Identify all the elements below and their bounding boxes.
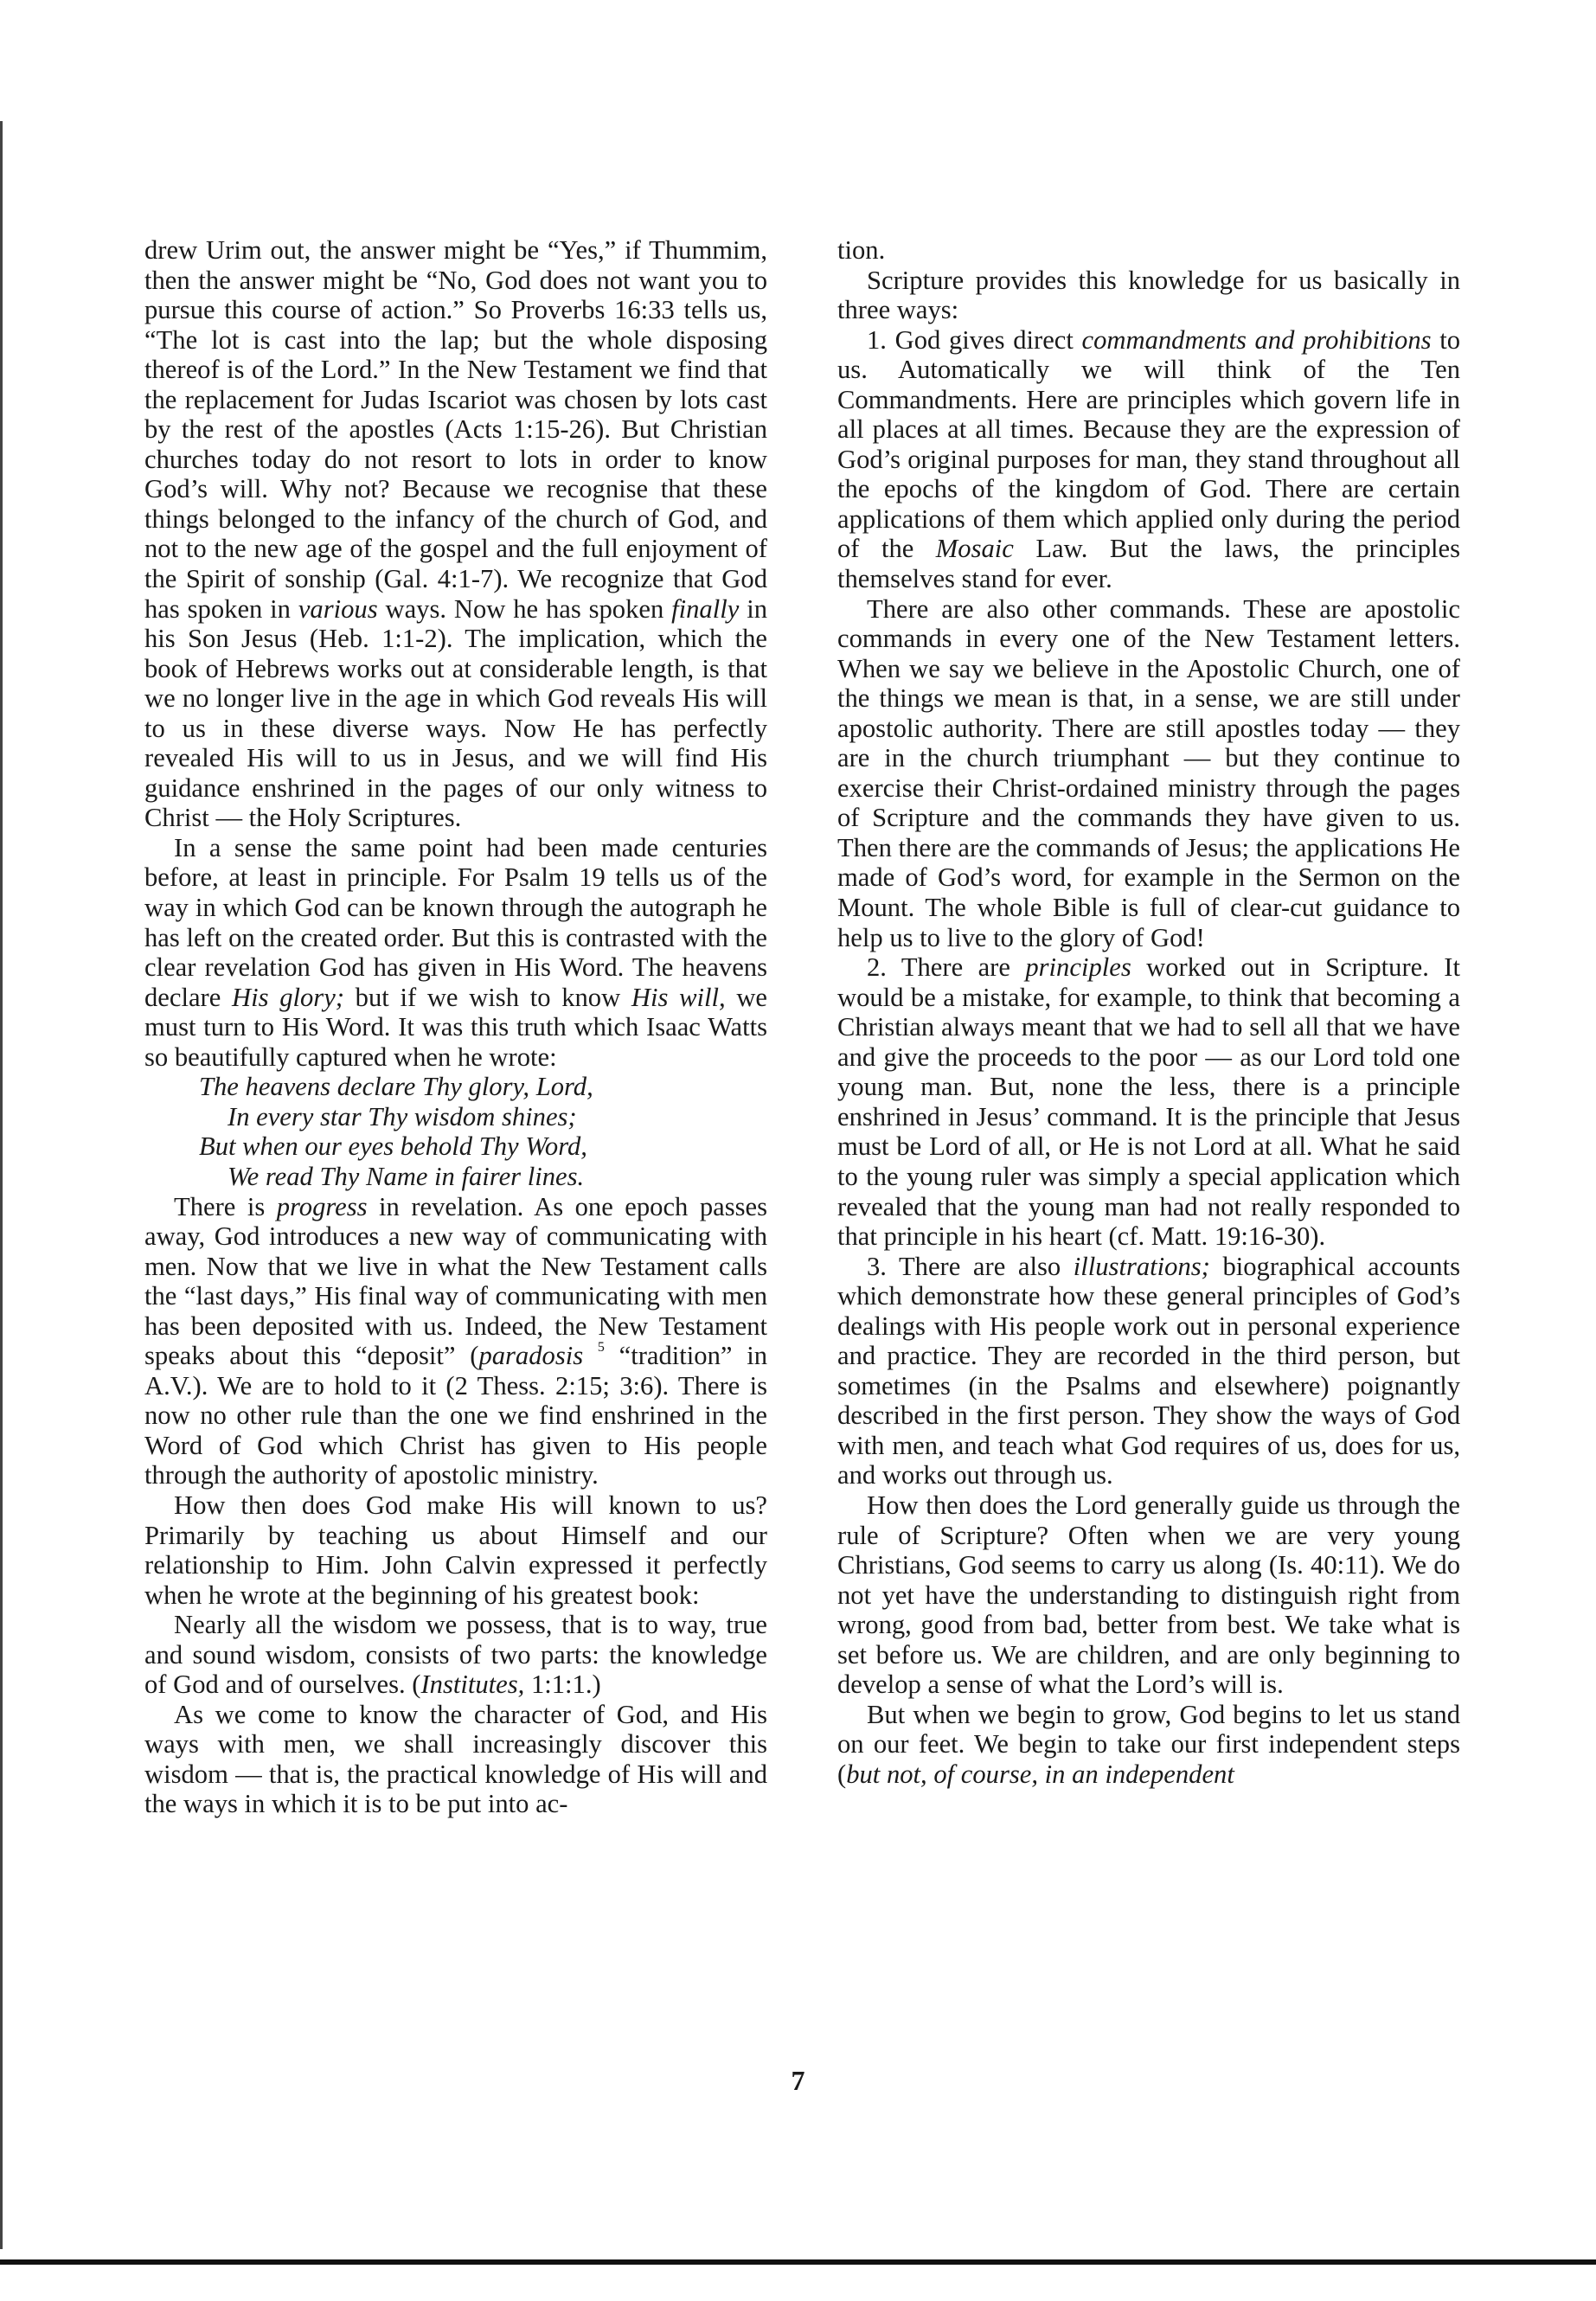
italic-text: finally <box>671 593 740 624</box>
paragraph: How then does God make His will known to us? Primarily by teaching us about Himself and our relationship to Him. John Calvin expressed it perfectly when he wrote at the beginning of his greatest book: <box>144 1490 767 1610</box>
italic-text: commandments and prohibitions <box>1081 324 1432 355</box>
page-number: 7 <box>791 2065 805 2096</box>
paragraph <box>144 1192 767 1490</box>
text-run: 3. There are also <box>867 1251 1074 1281</box>
paragraph: As we come to know the character of God, and His ways with men, we shall increasingly discover this wisdom — that is, the practical knowledge of His will and the ways in which it is to be put into ac- <box>144 1699 767 1819</box>
italic-text: His glory; <box>232 982 344 1012</box>
poem-quote <box>144 1072 767 1191</box>
poem-line: The heavens declare Thy glory, Lord, <box>199 1072 593 1102</box>
italic-text: paradosis <box>478 1341 584 1371</box>
paragraph <box>144 235 767 833</box>
text-run: we must turn to His Word. It was this truth which Isaac Watts so beautifully captured when he wrote: <box>144 982 767 1072</box>
italic-text: but not, of course, in an independent <box>846 1759 1234 1789</box>
text-run: to us. Automatically we will think of the Ten Commandments. Here are principles which govern life in all places at all times. Because they are the expression of God’s original purposes for man, they stand throughout all the epochs of the kingdom of God. There are certain applications of them which applied only during the period of the <box>837 324 1460 564</box>
text-run: “tradition” in A.V.). We are to hold to it (2 Thess. 2:15; 3:6). There is now no other rule than the one we find enshrined in the Word of God which Christ has given to His people through the authority of apostolic ministry. <box>144 1341 767 1490</box>
italic-text: illustrations; <box>1073 1251 1210 1281</box>
text-run: biographical accounts which demonstrate how these general principles of God’s dealings with His people work out in personal experience and practice. They are recorded in the third person, but sometimes (in the Psalms and elsewhere) poignantly described in the first person. They show the ways of God with men, and teach what God requires of us, does for us, and works out through us. <box>837 1251 1460 1490</box>
paragraph: How then does the Lord generally guide us through the rule of Scripture? Often when we are very young Christians, God seems to carry us along (Is. 40:11). We do not yet have the understanding to distinguish right from wrong, good from bad, better from best. We take what is set before us. We are children, and are only beginning to develop a sense of what the Lord’s will is. <box>837 1490 1460 1700</box>
paragraph: Scripture provides this knowledge for us basically in three ways: <box>837 265 1460 325</box>
scan-margin <box>0 0 1596 121</box>
text-run: 1. God gives direct <box>867 324 1082 355</box>
block-quote <box>144 1610 767 1700</box>
text-run: But when we begin to grow, God begins to let us stand on our feet. We begin to take our first independent steps ( <box>837 1699 1460 1789</box>
text-run: In a sense the same point had been made centuries before, at least in principle. For Psalm 19 tells us of the way in which God can be known through the autograph he has left on the created order. But this is contrasted with the clear revelation God has given in His Word. The heavens declare <box>144 832 767 1012</box>
poem-line: But when our eyes behold Thy Word, <box>199 1131 587 1162</box>
italic-text: His will, <box>631 982 726 1012</box>
text-run: but if we wish to know <box>343 982 631 1012</box>
text-run: in his Son Jesus (Heb. 1:1-2). The implication, which the book of Hebrews works out at considerable length, is that we no longer live in the age in which God reveals His will to us in these diverse ways. Now He has perfectly revealed His will to us in Jesus, and we will find His guidance enshrined in the pages of our only witness to Christ — the Holy Scriptures. <box>144 593 767 833</box>
italic-text: Institutes, <box>420 1670 525 1700</box>
italic-text: progress <box>276 1191 368 1221</box>
text-run: 2. There are <box>867 952 1026 983</box>
text-run: ways. Now he has spoken <box>377 593 672 624</box>
text-run: in revelation. As one epoch passes away, God introduces a new way of communicating with men. Now that we live in what the New Testament calls the “last days,” His final way of communicating with men has been deposited with us. Indeed, the New Testament speaks about this “deposit” ( <box>144 1191 767 1371</box>
paragraph: tion. <box>837 235 886 265</box>
scan-edge-line <box>0 121 3 2249</box>
poem-line: In every star Thy wisdom shines; <box>228 1101 577 1131</box>
footnote-marker: 5 <box>597 1340 605 1356</box>
paragraph <box>144 833 767 1072</box>
poem-line: We read Thy Name in fairer lines. <box>228 1161 585 1191</box>
scan-bottom-edge <box>0 2259 1596 2265</box>
paragraph <box>837 1252 1460 1490</box>
italic-text: various <box>298 593 378 624</box>
text-run: Nearly all the wisdom we possess, that is to way, true and sound wisdom, consists of two parts: the knowledge of God and of ourselves. ( <box>144 1610 767 1700</box>
text-run: worked out in Scripture. It would be a mistake, for example, to think that becoming a Christian always meant that we had to sell all that we have and give the proceeds to the poor — as our Lord told one young man. But, none the less, there is a principle enshrined in Jesus’ command. It is the principle that Jesus must be Lord of all, or He is not Lord at all. What he said to the young ruler was simply a special application which revealed that the young man had not really responded to that principle in his heart (cf. Matt. 19:16-30). <box>837 952 1460 1252</box>
paragraph <box>837 1700 1460 1790</box>
left-column <box>144 235 767 1819</box>
italic-text: Mosaic <box>935 534 1014 564</box>
text-run: Law. But the laws, the principles themselves stand for ever. <box>837 534 1460 594</box>
text-run: drew Urim out, the answer might be “Yes,” if Thummim, then the answer might be “No, God does not want you to pursue this course of action.” So Proverbs 16:33 tells us, “The lot is cast into the lap; but the whole disposing thereof is of the Lord.” In the New Testament we find that the replacement for Judas Iscariot was chosen by lots cast by the rest of the apostles (Acts 1:15-26). But Christian churches today do not resort to lots in order to know God’s will. Why not? Because we recognise that these things belonged to the infancy of the church of God, and not to the new age of the gospel and the full enjoyment of the Spirit of sonship (Gal. 4:1-7). We recognize that God has spoken in <box>144 235 767 624</box>
text-run: 1:1:1.) <box>524 1670 601 1700</box>
paragraph: There are also other commands. These are apostolic commands in every one of the New Testament letters. When we say we believe in the Apostolic Church, one of the things we mean is that, in a sense, we are still under apostolic authority. There are still apostles today — they are in the church triumphant — but they continue to exercise their Christ-ordained ministry through the pages of Scripture and the commands they have given to us. Then there are the commands of Jesus; the applications He made of God’s word, for example in the Sermon on the Mount. The whole Bible is full of clear-cut guidance to help us to live to the glory of God! <box>837 593 1460 952</box>
italic-text: principles <box>1025 952 1131 983</box>
text-run: There is <box>174 1191 277 1221</box>
paragraph <box>837 325 1460 594</box>
paragraph <box>837 952 1460 1251</box>
right-column <box>837 235 1460 1789</box>
